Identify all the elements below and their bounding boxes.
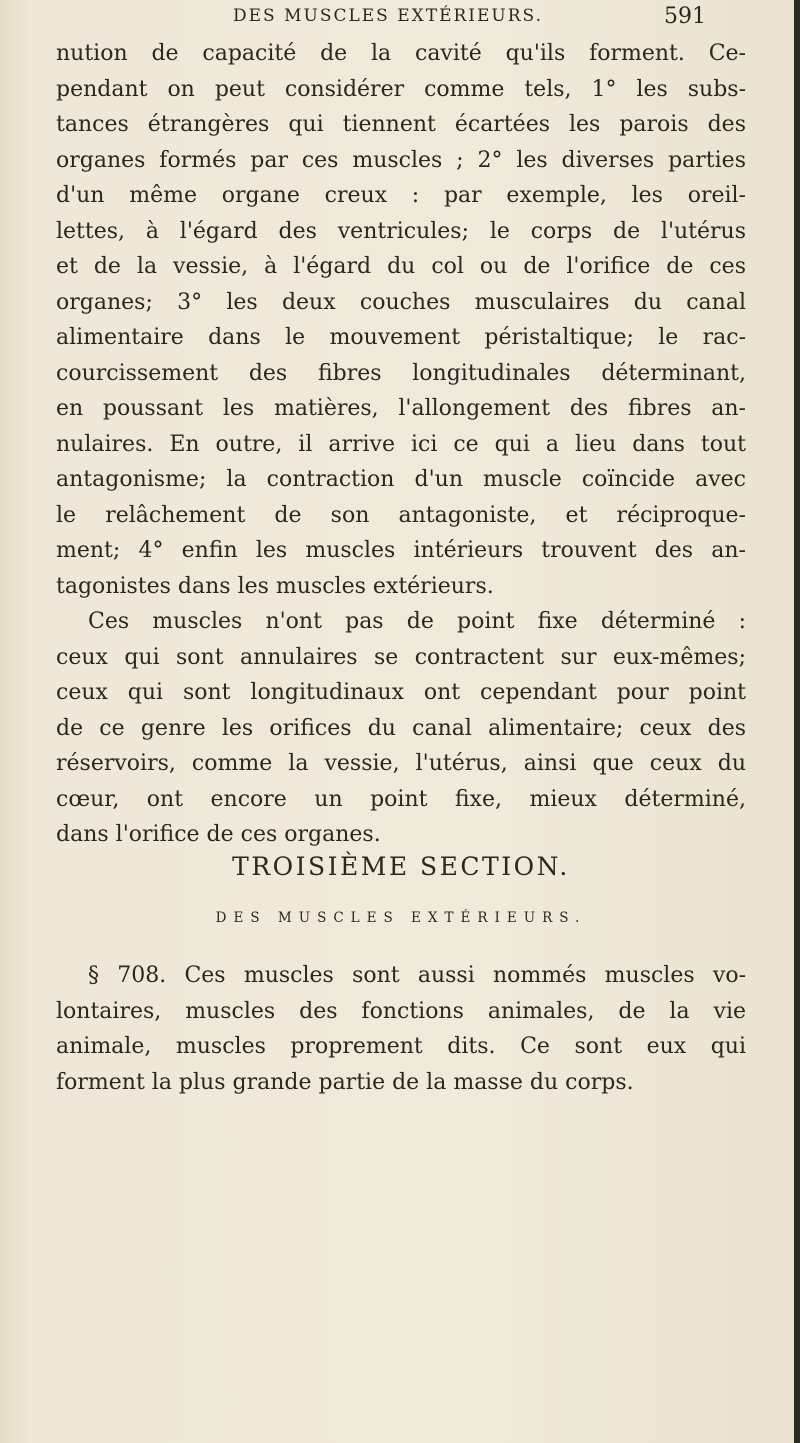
- text-line: de ce genre les orifices du canal alimentaire; ceux des: [56, 715, 746, 741]
- text-line: lettes, à l'égard des ventricules; le corps de l'utérus: [56, 218, 746, 244]
- text-line: d'un même organe creux : par exemple, les oreil-: [56, 183, 746, 208]
- text-line: courcissement des fibres longitudinales déterminant,: [56, 360, 746, 386]
- text-line: pendant on peut considérer comme tels, 1° les subs-: [56, 76, 746, 102]
- text-line: alimentaire dans le mouvement péristaltique; le rac-: [56, 325, 746, 350]
- section-body: [56, 958, 746, 1100]
- text-line: tagonistes dans les muscles extérieurs.: [56, 573, 494, 599]
- text-line: nulaires. En outre, il arrive ici ce qui a lieu dans tout: [56, 431, 746, 457]
- paragraph-708: [56, 958, 746, 1100]
- text-line: lontaires, muscles des fonctions animales, de la vie: [56, 998, 746, 1024]
- page-number: 591: [664, 4, 706, 29]
- text-line: animale, muscles proprement dits. Ce sont eux qui: [56, 1034, 746, 1059]
- text-line: forment la plus grande partie de la masse du corps.: [56, 1069, 634, 1095]
- text-line: antagonisme; la contraction d'un muscle coïncide avec: [56, 467, 746, 492]
- text-line: en poussant les matières, l'allongement des fibres an-: [56, 396, 746, 421]
- text-line: nution de capacité de la cavité qu'ils forment. Ce-: [56, 41, 746, 66]
- text-line: le relâchement de son antagoniste, et réciproque-: [56, 502, 746, 528]
- text-line: cœur, ont encore un point fixe, mieux déterminé,: [56, 786, 746, 812]
- text-line: Ces muscles n'ont pas de point fixe déterminé :: [88, 609, 746, 634]
- text-line: ceux qui sont annulaires se contractent sur eux-mêmes;: [56, 644, 746, 670]
- text-line: réservoirs, comme la vessie, l'utérus, ainsi que ceux du: [56, 751, 746, 776]
- running-head-title: DES MUSCLES EXTÉRIEURS.: [233, 6, 543, 26]
- text-line: organes formés par ces muscles ; 2° les diverses parties: [56, 147, 746, 173]
- text-line: dans l'orifice de ces organes.: [56, 822, 381, 847]
- text-line: ceux qui sont longitudinaux ont cependant pour point: [56, 680, 746, 705]
- paragraph-continued: [56, 36, 746, 604]
- section-subtitle: DES MUSCLES EXTÉRIEURS.: [215, 910, 587, 926]
- running-head: [0, 4, 800, 34]
- text-line: organes; 3° les deux couches musculaires du canal: [56, 289, 746, 315]
- paragraph-fixed-point: [56, 604, 746, 853]
- text-line: ment; 4° enfin les muscles intérieurs trouvent des an-: [56, 538, 746, 563]
- text-line: tances étrangères qui tiennent écartées les parois des: [56, 112, 746, 137]
- text-line: § 708. Ces muscles sont aussi nommés muscles vo-: [88, 963, 746, 988]
- page-edge-shadow: [794, 0, 800, 1443]
- body-text: [56, 36, 746, 853]
- section-heading: [56, 842, 746, 938]
- text-line: et de la vessie, à l'égard du col ou de l'orifice de ces: [56, 254, 746, 279]
- section-title: TROISIÈME SECTION.: [232, 852, 570, 881]
